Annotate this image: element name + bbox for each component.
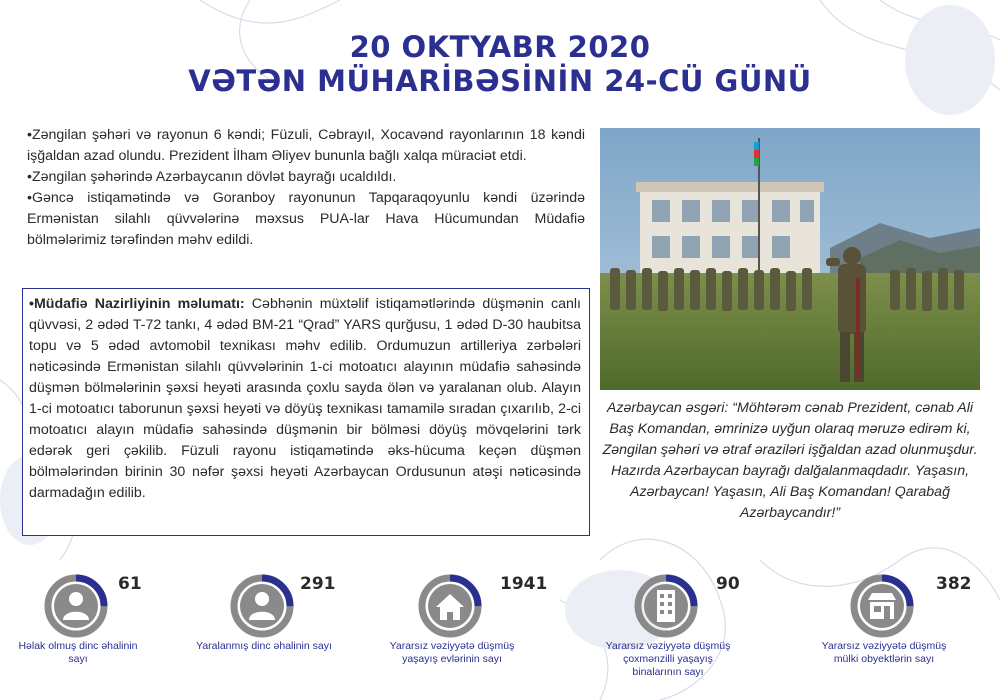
stat-label: Yararsız vəziyyətə düşmüş çoxmənzilli yaşayış binalarının sayı <box>605 640 731 678</box>
stat-value: 61 <box>118 574 142 594</box>
bullet-item: •Gəncə istiqamətində və Goranboy rayonunun Tapqaraqoyunlu kəndi üzərində Ermənistan silahlı qüvvələrinə məxsus PUA-lar Hava Hücumundan Müdafiə bölmələrimiz tərəfindən məhv edildi. <box>27 190 585 248</box>
apartment-building-icon <box>634 574 698 638</box>
page-title: VƏTƏN MÜHARİBƏSİNİN 24-CÜ GÜNÜ <box>188 64 812 98</box>
stat-value: 382 <box>936 574 972 594</box>
stat-value: 90 <box>716 574 740 594</box>
stat-label: Yaralanmış dinc əhalinin sayı <box>196 640 332 652</box>
ministry-heading: •Müdafiə Nazirliyinin məlumatı: <box>29 296 245 312</box>
stat-card <box>196 572 388 692</box>
soldiers-photo <box>600 128 980 390</box>
stat-card <box>18 572 202 692</box>
stat-label: Yararsız vəziyyətə düşmüş mülki obyektlərin sayı <box>821 640 947 665</box>
bullet-item: •Zəngilan şəhərində Azərbaycanın dövlət bayrağı ucaldıldı. <box>27 169 397 185</box>
stat-card <box>821 572 1000 692</box>
stat-value: 1941 <box>500 574 548 594</box>
person-icon <box>44 574 108 638</box>
shop-icon <box>850 574 914 638</box>
ministry-info-box <box>22 288 590 536</box>
stat-card <box>389 572 576 692</box>
house-icon <box>418 574 482 638</box>
stat-label: Yararsız vəziyyətə düşmüş yaşayış evlərinin sayı <box>389 640 515 665</box>
stat-label: Həlak olmuş dinc əhalinin sayı <box>18 640 138 665</box>
bullet-item: •Zəngilan şəhəri və rayonun 6 kəndi; Füzuli, Cəbrayıl, Xocavənd rayonlarının 18 kəndi işğaldan azad olundu. Prezident İlham Əliyev bununla bağlı xalqa müraciət etdi. <box>27 127 585 164</box>
person-icon <box>230 574 294 638</box>
ministry-text: Cəbhənin müxtəlif istiqamətlərində düşmənin canlı qüvvəsi, 2 ədəd T-72 tankı, 4 ədəd BM-21 “Qrad” YARS qurğusu, 1 ədəd D-30 haubitsa topu və 5 ədəd avtomobil texnikası məhv edilib. Ordumuzun artilleriya zərbələri nəticəsində Ermənistan silahlı qüvvələrinin 1-ci motoatıcı alayının müdafiə sahəsində düşmən bölmələrinin şəxsi heyəti arasında çoxlu sayda ölən və yaralanan olub. Alayın 1-ci motoatıcı taborunun şəxsi heyəti və döyüş texnikası tamamilə sıradan çıxarılıb, 2-ci motoatıcı alayın müdafiə sahəsində düşmənin bir bölməsi döyüş mövqelərini tərk edərək geri çəkilib. Füzuli rayonu istiqamətində əks-hücuma keçən düşmən bölmələrindən birinin 30 nəfər şəxsi heyəti Azərbaycan Ordusunun atəşi nəticəsində darmadağın edilib. <box>29 296 581 501</box>
date-title: 20 OKTYABR 2020 <box>349 30 651 64</box>
stat-card <box>605 572 792 692</box>
news-bullets <box>27 125 585 251</box>
photo-caption: Azərbaycan əsgəri: “Möhtərəm cənab Prezident, cənab Ali Baş Komandan, əmrinizə uyğun olaraq məruzə edirəm ki, Zəngilan şəhəri və ətraf əraziləri işğaldan azad olunmuşdur. Hazırda Azərbaycan bayrağı dalğalanmaqdadır. Yaşasın, Azərbaycan! Yaşasın, Ali Baş Komandan! Qarabağ Azərbaycandır!” <box>602 400 978 521</box>
stat-value: 291 <box>300 574 336 594</box>
